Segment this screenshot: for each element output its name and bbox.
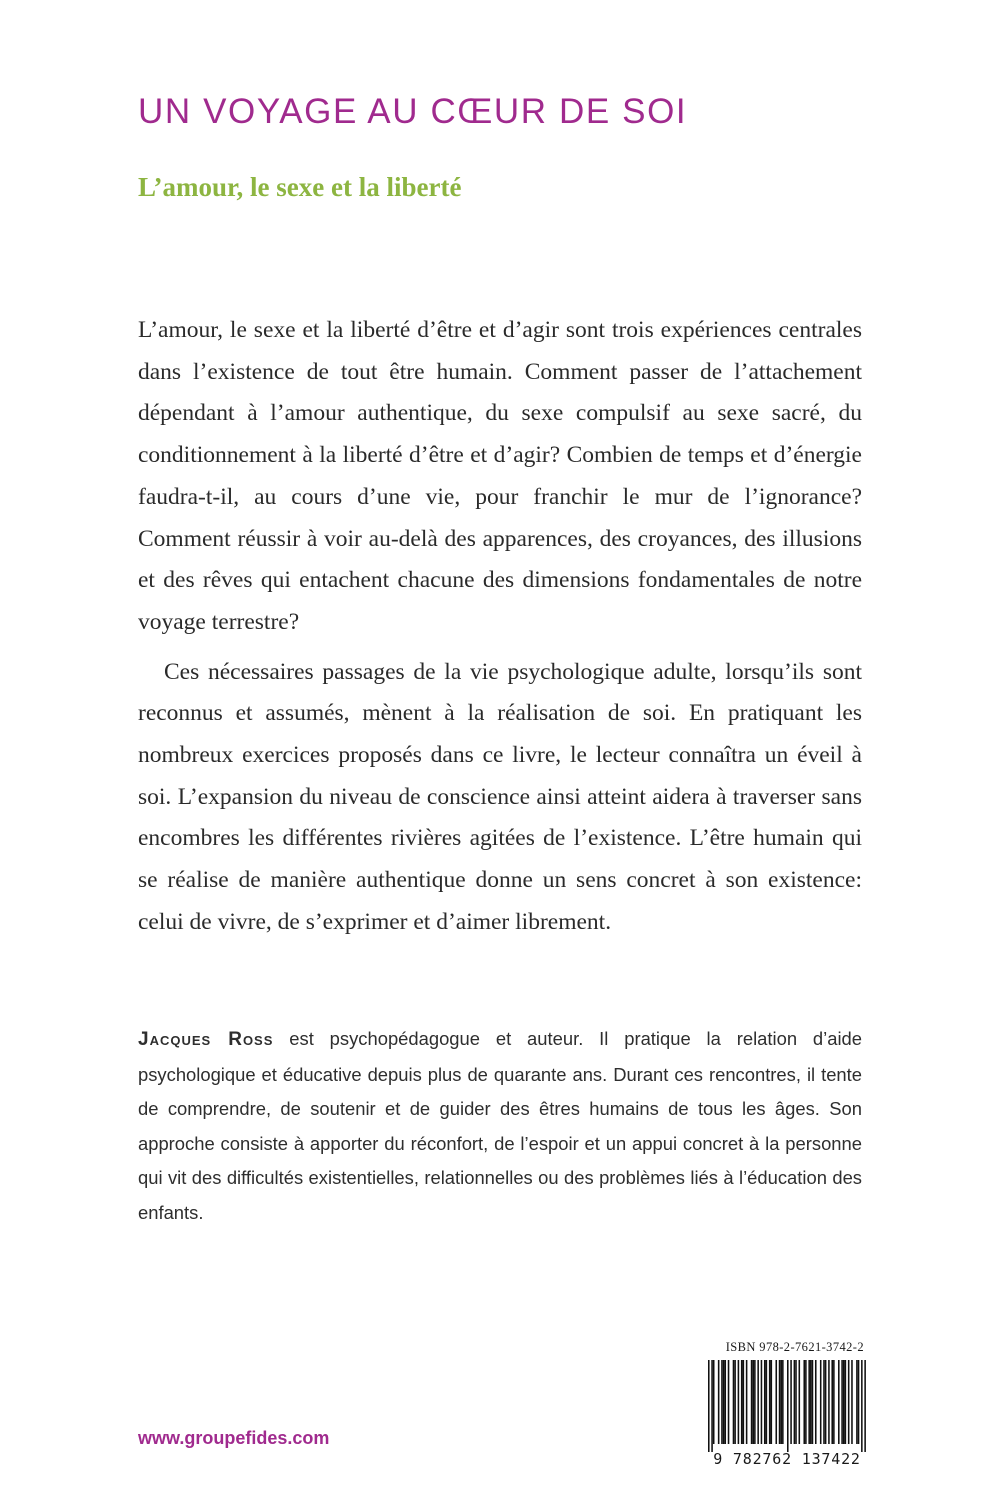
barcode-bar — [757, 1360, 759, 1444]
barcode-bar — [799, 1360, 801, 1444]
author-bio — [138, 1022, 862, 1231]
barcode-bar — [782, 1360, 784, 1444]
barcode-bar — [808, 1360, 810, 1444]
barcode-bar — [858, 1360, 860, 1444]
barcode-bar — [812, 1360, 814, 1444]
book-title: UN VOYAGE AU CŒUR DE SOI — [138, 92, 688, 131]
barcode-bar — [738, 1360, 740, 1444]
barcode-bar — [805, 1360, 807, 1444]
barcode-bar — [751, 1360, 753, 1444]
barcode-bar — [754, 1360, 756, 1444]
barcode-bar — [708, 1360, 710, 1452]
barcode-bar — [861, 1360, 863, 1452]
barcode-bar — [766, 1360, 768, 1444]
barcode-bar — [787, 1360, 789, 1452]
barcode-bar — [828, 1360, 830, 1444]
barcode-bar — [831, 1360, 833, 1444]
barcode-bar — [856, 1360, 858, 1444]
barcode-bar — [803, 1360, 805, 1444]
barcode-bar — [764, 1360, 766, 1444]
barcode-bar — [733, 1360, 735, 1444]
barcode-bar — [775, 1360, 777, 1444]
publisher-website[interactable]: www.groupefides.com — [138, 1428, 330, 1448]
barcode-bar — [769, 1360, 771, 1444]
barcode-bar — [741, 1360, 743, 1444]
barcode-bar — [795, 1360, 797, 1444]
barcode-image — [708, 1360, 866, 1454]
blurb-paragraph-2: Ces nécessaires passages de la vie psychologique adulte, lorsqu’ils sont reconnus et assumés, mènent à la réalisation de soi. En pratiquant les nombreux exercices proposés dans ce livre, le lecteur connaîtra un éveil à soi. L’expansion du niveau de conscience ainsi atteint aidera à traverser sans encombres les différentes rivières agitées de l’existence. L’être humain qui se réalise de manière authentique donne un sens concret à son existence: celui de vivre, de s’exprimer et d’aimer librement. — [138, 658, 862, 935]
barcode-bar — [746, 1360, 748, 1444]
barcode-bar — [752, 1360, 754, 1444]
barcode-bar — [711, 1360, 713, 1452]
barcode-bar — [718, 1360, 720, 1444]
blurb-paragraph-1: L’amour, le sexe et la liberté d’être et d’agir sont trois expériences centrales dans l’existence de tout être humain. Comment passer de l’attachement dépendant à l’amour authentique, du sexe compulsif au sexe sacré, du conditionnement à la liberté d’être et d’agir? Combien de temps et d’énergie faudra-t-il, au cours d’une vie, pour franchir le mur de l’ignorance? Comment réussir à voir au-delà des apparences, des croyances, des illusions et des rêves qui entachent chacune des dimensions fondamentales de notre voyage terrestre? — [138, 317, 862, 635]
barcode-bar — [734, 1360, 736, 1444]
barcode-bar — [810, 1360, 812, 1444]
barcode-bar — [820, 1360, 822, 1444]
barcode-bar — [841, 1360, 843, 1444]
barcode-bar — [851, 1360, 853, 1444]
barcode-bar — [864, 1360, 866, 1452]
barcode-bar — [833, 1360, 835, 1444]
isbn-label: ISBN 978-2-7621-3742-2 — [725, 1340, 864, 1354]
barcode-bar — [721, 1360, 723, 1444]
barcode-bar — [743, 1360, 745, 1444]
barcode-bars — [708, 1360, 866, 1452]
barcode-bar — [723, 1360, 725, 1444]
barcode-bar — [713, 1360, 715, 1444]
barcode-bar — [815, 1360, 817, 1444]
barcode-bar — [823, 1360, 825, 1444]
book-subtitle: L’amour, le sexe et la liberté — [138, 172, 462, 202]
barcode-bar — [794, 1360, 796, 1444]
barcode-bar — [761, 1360, 763, 1444]
barcode-digits: 9 782762 137422 — [713, 1450, 861, 1468]
barcode-bar — [724, 1360, 726, 1444]
barcode-bar — [845, 1360, 847, 1444]
barcode-bar — [771, 1360, 773, 1444]
barcode-bar — [848, 1360, 850, 1444]
barcode-bar — [779, 1360, 781, 1444]
barcode-bar — [825, 1360, 827, 1444]
author-bio-text: est psychopédagogue et auteur. Il pratique la relation d’aide psychologique et éducative depuis plus de quarante ans. Durant ces rencontres, il tente de comprendre, de soutenir et de guider des êtres humains de tous les âges. Son approche consiste à apporter du réconfort, de l’espoir et un appui concret à la personne qui vit des difficultés existentielles, relationnelles ou des problèmes liés à l’éducation des enfants. — [138, 1028, 862, 1223]
barcode-bar — [728, 1360, 730, 1444]
barcode-bar — [843, 1360, 845, 1444]
barcode-bar — [790, 1360, 792, 1444]
barcode-bar — [780, 1360, 782, 1444]
blurb — [138, 310, 862, 952]
barcode-bar — [838, 1360, 840, 1444]
author-name: Jacques Ross — [138, 1029, 274, 1050]
